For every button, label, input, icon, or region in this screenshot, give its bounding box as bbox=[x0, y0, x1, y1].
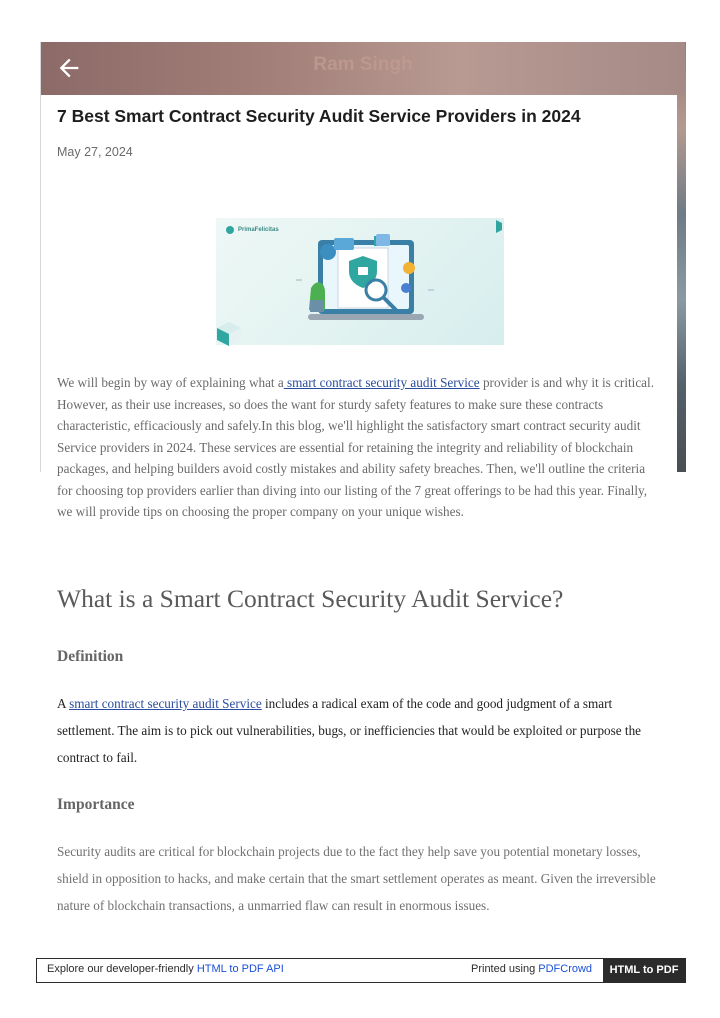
article-date: May 27, 2024 bbox=[57, 145, 133, 159]
definition-paragraph bbox=[57, 690, 667, 771]
section-heading: What is a Smart Contract Security Audit Service? bbox=[57, 584, 564, 613]
hero-illustration bbox=[216, 218, 504, 345]
definition-text-start: A bbox=[57, 696, 70, 711]
background-strip bbox=[677, 42, 686, 472]
footer-explore bbox=[47, 963, 284, 975]
html-to-pdf-button[interactable]: HTML to PDF bbox=[603, 959, 685, 982]
author-name: Ram Singh bbox=[313, 54, 413, 75]
importance-paragraph: Security audits are critical for blockchain projects due to the fact they help save you potential monetary losses, shield in opposition to hacks, and make certain that the smart settlement operates as meant. Given the irreversible nature of blockchain transactions, a unmarried flaw can result in enormous issues. bbox=[57, 844, 656, 913]
top-bar bbox=[41, 42, 685, 95]
intro-text-start: We will begin by way of explaining what a bbox=[57, 375, 284, 390]
audit-service-link-2[interactable]: smart contract security audit Service bbox=[69, 696, 262, 711]
importance-heading: Importance bbox=[57, 796, 135, 813]
definition-text-end: includes a radical exam of the code and good judgment of a smart settlement. The aim is to pick out vulnerabilities, bugs, or inefficiencies that would be exploited or purpose the contract to fail. bbox=[57, 696, 642, 765]
cube-icon bbox=[216, 322, 242, 346]
footer-printed bbox=[471, 963, 592, 975]
article-title: 7 Best Smart Contract Security Audit Service Providers in 2024 bbox=[57, 106, 581, 126]
pdf-footer bbox=[36, 958, 686, 983]
hero-logo-text: PrimaFelicitas bbox=[238, 227, 279, 233]
intro-paragraph bbox=[57, 372, 661, 523]
definition-heading: Definition bbox=[57, 648, 124, 665]
intro-text-end: provider is and why it is critical. However, as their use increases, so does the want for sturdy safety features to make sure these contracts characteristic, efficaciously and safely.In this blog, we'll highlight the satisfactory smart contract security audit Service providers in 2024. These services are essential for retaining the integrity and reliability of blockchain packages, and helping builders avoid costly mistakes and ability safety breaches. Then, we'll outline the criteria for choosing top providers earlier than diving into our listing of the 7 great offerings to be had this year. Finally, we will provide tips on choosing the proper company on your unique wishes. bbox=[57, 375, 654, 519]
html-to-pdf-api-link[interactable]: HTML to PDF API bbox=[196, 963, 284, 975]
footer-explore-text: Explore our developer-friendly bbox=[47, 963, 197, 975]
pdfcrowd-link[interactable]: PDFCrowd bbox=[538, 963, 593, 975]
audit-service-link[interactable]: smart contract security audit Service bbox=[283, 375, 480, 390]
footer-printed-text: Printed using bbox=[471, 963, 539, 975]
